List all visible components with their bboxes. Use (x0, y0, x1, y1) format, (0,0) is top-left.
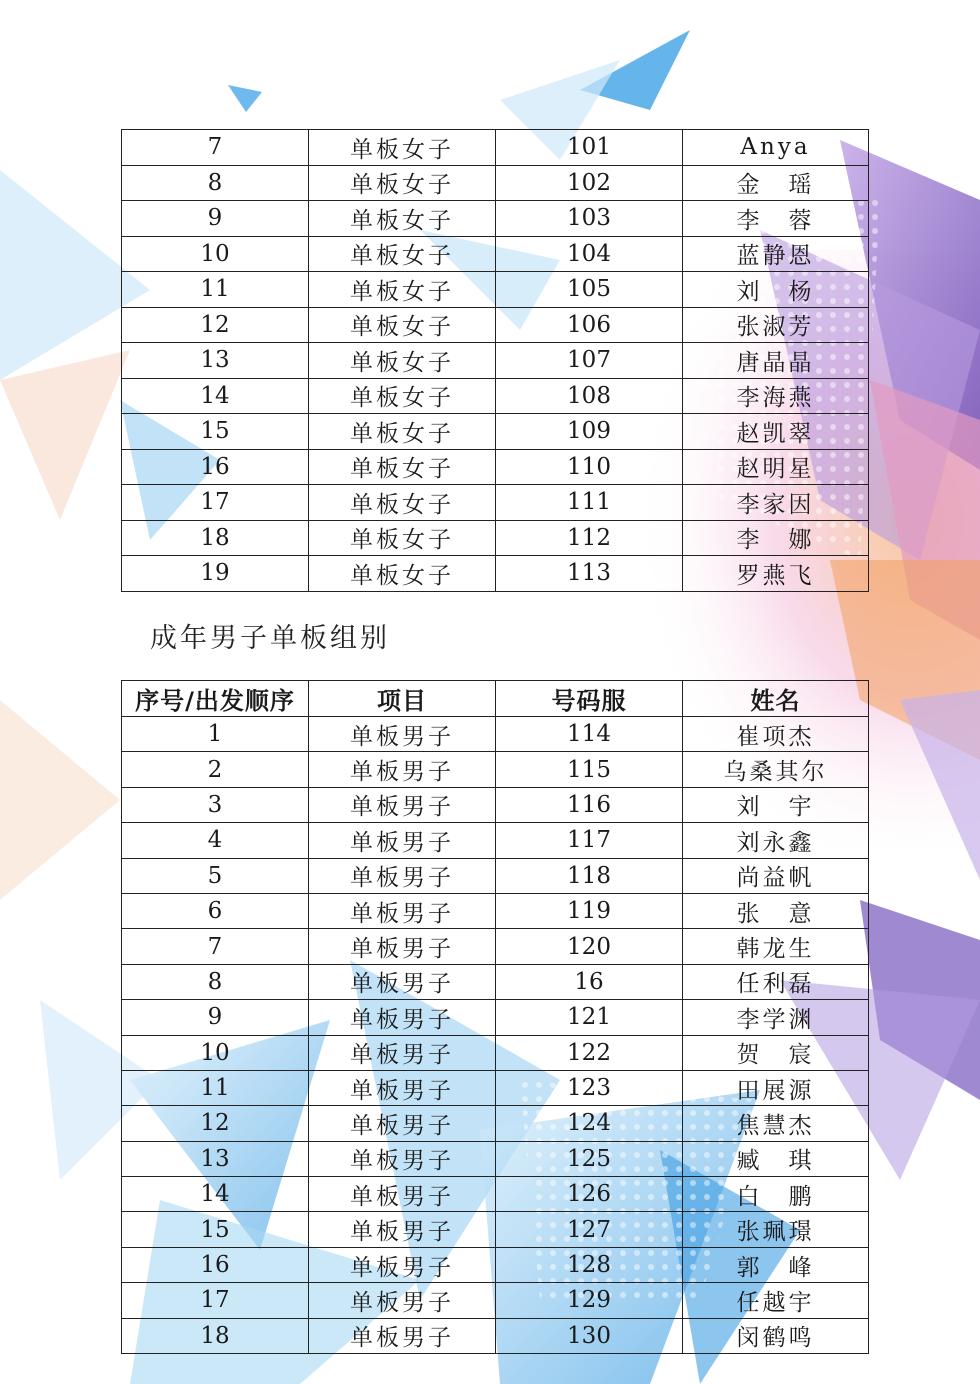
cell-order: 19 (122, 556, 309, 592)
cell-name: 张 意 (683, 893, 869, 928)
cell-order: 16 (122, 449, 309, 485)
table-row (122, 236, 869, 272)
cell-event: 单板男子 (309, 893, 496, 928)
cell-bib: 103 (496, 201, 683, 237)
table-row (122, 130, 869, 166)
cell-bib: 130 (496, 1318, 683, 1353)
cell-order: 7 (122, 130, 309, 166)
cell-bib: 104 (496, 236, 683, 272)
cell-order: 1 (122, 717, 309, 752)
cell-event: 单板女子 (309, 165, 496, 201)
cell-bib: 125 (496, 1141, 683, 1176)
cell-bib: 113 (496, 556, 683, 592)
cell-name: 臧 琪 (683, 1141, 869, 1176)
cell-bib: 108 (496, 378, 683, 414)
cell-order: 15 (122, 414, 309, 450)
cell-order: 11 (122, 1070, 309, 1105)
cell-name: 乌桑其尔 (683, 752, 869, 787)
cell-bib: 128 (496, 1247, 683, 1282)
cell-name: 任利磊 (683, 964, 869, 999)
cell-name: 李家因 (683, 485, 869, 521)
cell-name: 李 蓉 (683, 201, 869, 237)
cell-event: 单板女子 (309, 485, 496, 521)
cell-order: 17 (122, 485, 309, 521)
cell-name: 张淑芳 (683, 307, 869, 343)
cell-bib: 122 (496, 1035, 683, 1070)
table-row (122, 893, 869, 928)
cell-event: 单板女子 (309, 343, 496, 379)
table-row (122, 343, 869, 379)
cell-name: 罗燕飞 (683, 556, 869, 592)
cell-name: 李 娜 (683, 520, 869, 556)
cell-event: 单板女子 (309, 556, 496, 592)
cell-bib: 117 (496, 823, 683, 858)
table-row (122, 1070, 869, 1105)
header-event: 项目 (309, 681, 496, 717)
cell-bib: 114 (496, 717, 683, 752)
cell-name: 刘 宇 (683, 787, 869, 822)
cell-event: 单板女子 (309, 201, 496, 237)
cell-order: 16 (122, 1247, 309, 1282)
section-title: 成年男子单板组别 (150, 623, 390, 654)
cell-order: 2 (122, 752, 309, 787)
cell-order: 9 (122, 201, 309, 237)
table-row (122, 414, 869, 450)
cell-event: 单板男子 (309, 752, 496, 787)
cell-event: 单板男子 (309, 929, 496, 964)
cell-name: 蓝静恩 (683, 236, 869, 272)
cell-bib: 115 (496, 752, 683, 787)
cell-name: 贺 宸 (683, 1035, 869, 1070)
cell-name: 闵鹤鸣 (683, 1318, 869, 1353)
cell-name: 崔项杰 (683, 717, 869, 752)
cell-event: 单板男子 (309, 1070, 496, 1105)
cell-order: 14 (122, 378, 309, 414)
header-bib: 号码服 (496, 681, 683, 717)
cell-bib: 107 (496, 343, 683, 379)
cell-bib: 16 (496, 964, 683, 999)
cell-order: 13 (122, 1141, 309, 1176)
cell-bib: 127 (496, 1212, 683, 1247)
cell-event: 单板女子 (309, 236, 496, 272)
table-row (122, 1283, 869, 1318)
cell-bib: 126 (496, 1177, 683, 1212)
table-row (122, 1035, 869, 1070)
table-row (122, 1000, 869, 1035)
cell-event: 单板男子 (309, 1212, 496, 1247)
cell-name: 尚益帆 (683, 858, 869, 893)
cell-bib: 123 (496, 1070, 683, 1105)
cell-name: 李海燕 (683, 378, 869, 414)
cell-order: 7 (122, 929, 309, 964)
cell-bib: 106 (496, 307, 683, 343)
cell-name: 赵明星 (683, 449, 869, 485)
cell-event: 单板女子 (309, 130, 496, 166)
cell-name: 赵凯翠 (683, 414, 869, 450)
cell-event: 单板女子 (309, 520, 496, 556)
cell-order: 4 (122, 823, 309, 858)
women-roster-table (121, 129, 869, 592)
table-row (122, 201, 869, 237)
table-row (122, 307, 869, 343)
table-row (122, 1141, 869, 1176)
cell-event: 单板女子 (309, 307, 496, 343)
cell-name: 李学渊 (683, 1000, 869, 1035)
cell-event: 单板女子 (309, 449, 496, 485)
cell-bib: 112 (496, 520, 683, 556)
cell-order: 11 (122, 272, 309, 308)
cell-event: 单板男子 (309, 1106, 496, 1141)
cell-event: 单板女子 (309, 414, 496, 450)
cell-name: 金 瑶 (683, 165, 869, 201)
cell-event: 单板男子 (309, 1283, 496, 1318)
table-row (122, 556, 869, 592)
cell-name: 白 鹏 (683, 1177, 869, 1212)
cell-bib: 118 (496, 858, 683, 893)
cell-order: 12 (122, 1106, 309, 1141)
cell-name: 刘永鑫 (683, 823, 869, 858)
table-row (122, 858, 869, 893)
cell-bib: 119 (496, 893, 683, 928)
table-row (122, 1177, 869, 1212)
cell-order: 14 (122, 1177, 309, 1212)
cell-bib: 129 (496, 1283, 683, 1318)
cell-event: 单板男子 (309, 1000, 496, 1035)
women-roster-body (122, 130, 869, 592)
table-row (122, 449, 869, 485)
cell-name: 任越宇 (683, 1283, 869, 1318)
cell-event: 单板男子 (309, 823, 496, 858)
cell-event: 单板男子 (309, 717, 496, 752)
cell-bib: 121 (496, 1000, 683, 1035)
table-row (122, 485, 869, 521)
cell-event: 单板男子 (309, 858, 496, 893)
cell-order: 18 (122, 520, 309, 556)
cell-bib: 124 (496, 1106, 683, 1141)
table-row (122, 378, 869, 414)
table-row (122, 787, 869, 822)
men-roster-table (121, 680, 869, 1354)
cell-bib: 101 (496, 130, 683, 166)
cell-order: 13 (122, 343, 309, 379)
table-row (122, 1247, 869, 1282)
cell-bib: 109 (496, 414, 683, 450)
cell-name: 张珮璟 (683, 1212, 869, 1247)
cell-bib: 110 (496, 449, 683, 485)
cell-name: 唐晶晶 (683, 343, 869, 379)
cell-order: 9 (122, 1000, 309, 1035)
cell-order: 18 (122, 1318, 309, 1353)
cell-event: 单板男子 (309, 1318, 496, 1353)
cell-event: 单板男子 (309, 1177, 496, 1212)
cell-event: 单板男子 (309, 964, 496, 999)
men-roster-body (122, 717, 869, 1354)
cell-order: 17 (122, 1283, 309, 1318)
table-row (122, 1106, 869, 1141)
cell-bib: 105 (496, 272, 683, 308)
table-row (122, 165, 869, 201)
cell-order: 6 (122, 893, 309, 928)
cell-order: 12 (122, 307, 309, 343)
table-header-row (122, 681, 869, 717)
cell-order: 10 (122, 1035, 309, 1070)
cell-bib: 120 (496, 929, 683, 964)
cell-order: 8 (122, 964, 309, 999)
header-name: 姓名 (683, 681, 869, 717)
cell-name: Anya (683, 130, 869, 166)
cell-event: 单板男子 (309, 1035, 496, 1070)
cell-event: 单板女子 (309, 378, 496, 414)
table-row (122, 752, 869, 787)
cell-name: 田展源 (683, 1070, 869, 1105)
cell-name: 刘 杨 (683, 272, 869, 308)
table-row (122, 1212, 869, 1247)
cell-name: 韩龙生 (683, 929, 869, 964)
cell-event: 单板男子 (309, 1141, 496, 1176)
table-row (122, 929, 869, 964)
cell-order: 5 (122, 858, 309, 893)
cell-event: 单板男子 (309, 1247, 496, 1282)
cell-order: 10 (122, 236, 309, 272)
cell-order: 8 (122, 165, 309, 201)
cell-order: 3 (122, 787, 309, 822)
cell-bib: 116 (496, 787, 683, 822)
cell-event: 单板女子 (309, 272, 496, 308)
table-row (122, 717, 869, 752)
table-row (122, 964, 869, 999)
cell-name: 焦慧杰 (683, 1106, 869, 1141)
cell-bib: 102 (496, 165, 683, 201)
table-row (122, 823, 869, 858)
cell-order: 15 (122, 1212, 309, 1247)
cell-bib: 111 (496, 485, 683, 521)
table-row (122, 1318, 869, 1353)
cell-name: 郭 峰 (683, 1247, 869, 1282)
cell-event: 单板男子 (309, 787, 496, 822)
table-row (122, 272, 869, 308)
table-row (122, 520, 869, 556)
header-order: 序号/出发顺序 (122, 681, 309, 717)
